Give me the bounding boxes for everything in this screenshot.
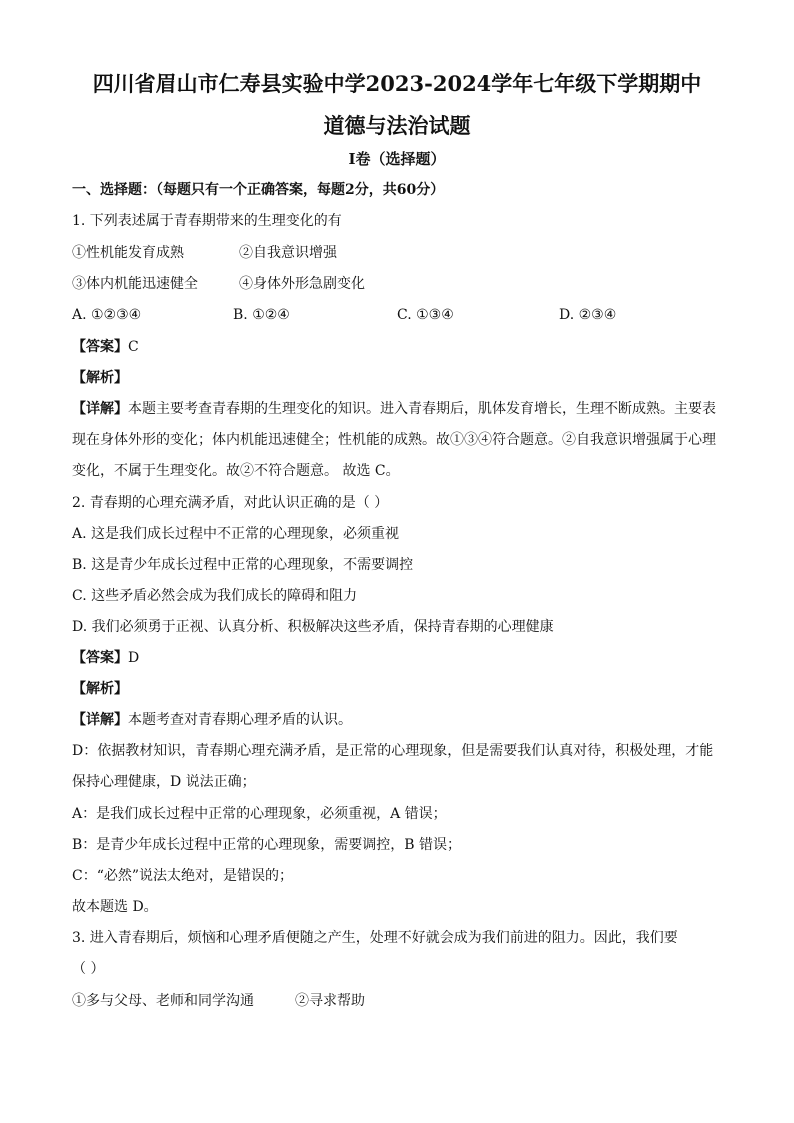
q1-analysis (72, 368, 128, 388)
q3-stem-line1: 3. 进入青春期后，烦恼和心理矛盾便随之产生，处理不好就会成为我们前进的阻力。因此，我们要 (72, 930, 678, 946)
detail-text: 本题考查对青春期心理矛盾的认识。 (128, 712, 352, 728)
q2-option-c: C. 这些矛盾必然会成为我们成长的障碍和阻力 (72, 588, 358, 604)
q2-detail-line4: A：是我们成长过程中正常的心理现象，必须重视，A 错误； (72, 806, 447, 822)
q2-detail-line2: D：依据教材知识，青春期心理充满矛盾，是正常的心理现象，但是需要我们认真对待，积极处理，才能 (72, 743, 714, 759)
analysis-label: 【解析】 (72, 681, 128, 697)
q1-option-c: C. ①③④ (397, 307, 454, 323)
answer-label: 【答案】 (72, 650, 128, 666)
q1-detail-line1 (72, 399, 716, 419)
detail-text: 本题主要考查青春期的生理变化的知识。进入青春期后，肌体发育增长，生理不断成熟。主要表 (128, 401, 716, 417)
q2-option-b: B. 这是青少年成长过程中正常的心理现象，不需要调控 (72, 557, 414, 573)
section-heading: Ⅰ卷（选择题） (348, 150, 446, 168)
q1-option-a: A. ①②③④ (72, 307, 142, 323)
q1-item-3: ③体内机能迅速健全 (72, 276, 198, 292)
q3-item-2: ②寻求帮助 (295, 993, 365, 1009)
q1-stem: 1. 下列表述属于青春期带来的生理变化的有 (72, 213, 342, 229)
q2-detail-line1 (72, 710, 352, 730)
answer-value: D (128, 650, 140, 666)
q2-option-a: A. 这是我们成长过程中不正常的心理现象，必须重视 (72, 526, 400, 542)
q2-analysis (72, 679, 128, 699)
q3-item-1: ①多与父母、老师和同学沟通 (72, 993, 254, 1009)
q1-option-d: D. ②③④ (559, 307, 617, 323)
document-title-line2: 道德与法治试题 (323, 113, 471, 138)
detail-label: 【详解】 (72, 401, 128, 417)
q1-option-b: B. ①②④ (233, 307, 290, 323)
q2-answer (72, 648, 139, 668)
part-heading: 一、选择题：（每题只有一个正确答案，每题2分，共60分） (72, 182, 445, 198)
answer-label: 【答案】 (72, 339, 128, 355)
q1-item-1: ①性机能发育成熟 (72, 245, 184, 261)
q1-item-2: ②自我意识增强 (239, 245, 337, 261)
q2-option-d: D. 我们必须勇于正视、认真分析、积极解决这些矛盾，保持青春期的心理健康 (72, 619, 554, 635)
detail-label: 【详解】 (72, 712, 128, 728)
q2-detail-line7: 故本题选 D。 (72, 899, 158, 915)
q2-detail-line5: B：是青少年成长过程中正常的心理现象，需要调控，B 错误； (72, 837, 462, 853)
q1-item-4: ④身体外形急剧变化 (239, 276, 365, 292)
q1-answer (72, 337, 139, 357)
q2-detail-line3: 保持心理健康，D 说法正确； (72, 774, 256, 790)
q2-detail-line6: C：“必然”说法太绝对，是错误的； (72, 868, 294, 884)
answer-value: C (128, 339, 139, 355)
analysis-label: 【解析】 (72, 370, 128, 386)
q1-detail-line2: 现在身体外形的变化；体内机能迅速健全；性机能的成熟。故①③④符合题意。②自我意识增强属于心理 (72, 432, 716, 448)
q3-stem-line2: （ ） (72, 961, 105, 977)
q1-detail-line3: 变化，不属于生理变化。故②不符合题意。 故选 C。 (72, 463, 400, 479)
document-title-line1: 四川省眉山市仁寿县实验中学2023-2024学年七年级下学期期中 (92, 71, 702, 96)
q2-stem: 2. 青春期的心理充满矛盾，对此认识正确的是（ ） (72, 495, 389, 511)
